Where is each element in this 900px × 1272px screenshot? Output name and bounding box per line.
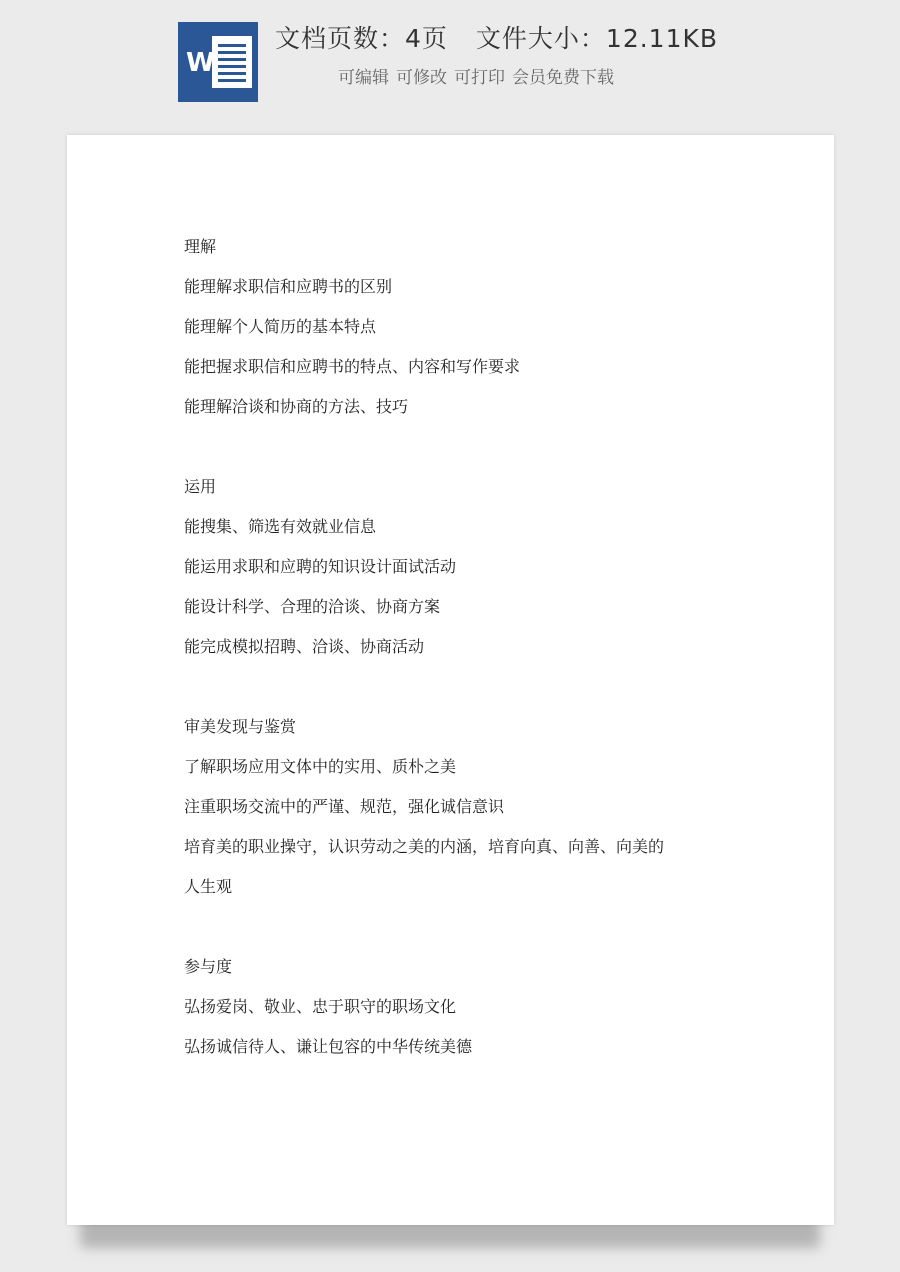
section-understanding [184,227,744,427]
feature-printable: 可打印 [454,68,505,88]
section-line: 能把握求职信和应聘书的特点、内容和写作要求 [184,357,521,376]
section-line: 能运用求职和应聘的知识设计面试活动 [184,557,457,576]
document-content [184,227,744,1107]
document-page [67,135,834,1225]
document-meta-title [275,20,835,58]
section-line: 能理解求职信和应聘书的区别 [184,277,393,296]
document-features [338,64,758,92]
section-line: 能搜集、筛选有效就业信息 [184,517,377,536]
section-aesthetic-appreciation [184,707,744,907]
feature-member-download: 会员免费下载 [512,68,614,88]
section-heading: 审美发现与鉴赏 [184,717,297,736]
section-line: 人生观 [184,877,233,896]
file-size: 文件大小：12.11KB [475,24,719,53]
section-line: 弘扬爱岗、敬业、忠于职守的职场文化 [184,997,457,1016]
section-line: 弘扬诚信待人、谦让包容的中华传统美德 [184,1037,473,1056]
section-participation [184,947,744,1067]
section-heading: 参与度 [184,957,233,976]
feature-modifiable: 可修改 [396,68,447,88]
section-line: 能完成模拟招聘、洽谈、协商活动 [184,637,425,656]
page-count: 文档页数：4页 [275,24,448,53]
word-icon-letter: W [186,48,215,78]
section-line: 能设计科学、合理的洽谈、协商方案 [184,597,441,616]
section-heading: 运用 [184,477,217,496]
section-heading: 理解 [184,237,217,256]
feature-editable: 可编辑 [338,68,389,88]
section-line: 培育美的职业操守，认识劳动之美的内涵，培育向真、向善、向美的 [184,837,665,856]
word-document-icon [178,22,258,102]
document-info-header [0,0,900,120]
section-line: 注重职场交流中的严谨、规范，强化诚信意识 [184,797,505,816]
section-line: 能理解洽谈和协商的方法、技巧 [184,397,409,416]
section-line: 能理解个人简历的基本特点 [184,317,377,336]
section-application [184,467,744,667]
section-line: 了解职场应用文体中的实用、质朴之美 [184,757,457,776]
